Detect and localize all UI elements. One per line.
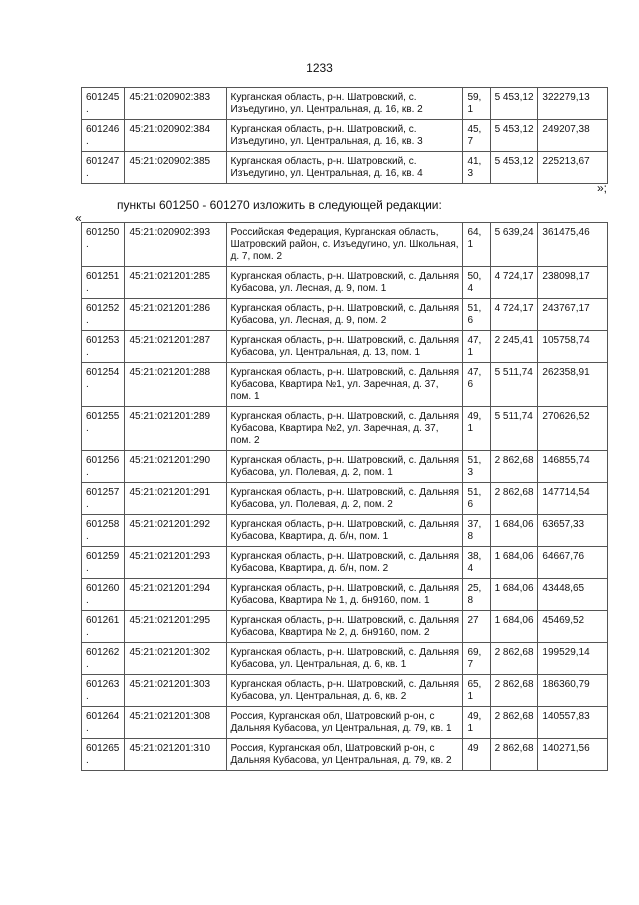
address-cell: Курганская область, р-н. Шатровский, с. Дальняя Кубасова, Квартира № 2, д. бн9160, пом. 2 xyxy=(226,611,463,643)
total-value-cell: 249207,38 xyxy=(538,120,608,152)
row-number-cell: 601259. xyxy=(82,547,125,579)
cadastral-number-cell: 45:21:020902:383 xyxy=(125,88,226,120)
total-value-cell: 45469,52 xyxy=(538,611,608,643)
cadastral-number-cell: 45:21:021201:289 xyxy=(125,407,226,451)
total-value-cell: 199529,14 xyxy=(538,643,608,675)
address-cell: Курганская область, р-н. Шатровский, с. Дальняя Кубасова, Квартира, д. б/н, пом. 1 xyxy=(226,515,463,547)
unit-price-cell: 5 639,24 xyxy=(490,223,538,267)
table-row xyxy=(82,515,608,547)
address-cell: Курганская область, р-н. Шатровский, с. Дальняя Кубасова, Квартира №2, ул. Заречная, д. 37, пом. 2 xyxy=(226,407,463,451)
area-cell: 69,7 xyxy=(463,643,490,675)
row-number-cell: 601265. xyxy=(82,739,125,771)
total-value-cell: 186360,79 xyxy=(538,675,608,707)
address-cell: Россия, Курганская обл, Шатровский р-он, с Дальняя Кубасова, ул Центральная, д. 79, кв. 1 xyxy=(226,707,463,739)
unit-price-cell: 2 862,68 xyxy=(490,643,538,675)
row-number-cell: 601262. xyxy=(82,643,125,675)
table-row xyxy=(82,675,608,707)
unit-price-cell: 2 862,68 xyxy=(490,675,538,707)
total-value-cell: 140557,83 xyxy=(538,707,608,739)
address-cell: Курганская область, р-н. Шатровский, с. Дальняя Кубасова, Квартира №1, ул. Заречная, д. 37, пом. 1 xyxy=(226,363,463,407)
total-value-cell: 105758,74 xyxy=(538,331,608,363)
row-number-cell: 601254. xyxy=(82,363,125,407)
cadastral-number-cell: 45:21:021201:287 xyxy=(125,331,226,363)
registry-table-previous-body xyxy=(82,88,608,184)
cadastral-number-cell: 45:21:021201:286 xyxy=(125,299,226,331)
unit-price-cell: 2 862,68 xyxy=(490,707,538,739)
cadastral-number-cell: 45:21:021201:285 xyxy=(125,267,226,299)
total-value-cell: 147714,54 xyxy=(538,483,608,515)
table-row xyxy=(82,299,608,331)
row-number-cell: 601255. xyxy=(82,407,125,451)
row-number-cell: 601258. xyxy=(82,515,125,547)
table-row xyxy=(82,579,608,611)
table-row xyxy=(82,331,608,363)
total-value-cell: 140271,56 xyxy=(538,739,608,771)
unit-price-cell: 5 453,12 xyxy=(490,88,538,120)
address-cell: Российская Федерация, Курганская область, Шатровский район, с. Изъедугино, ул. Школьная, д. 7, пом. 2 xyxy=(226,223,463,267)
cadastral-number-cell: 45:21:021201:291 xyxy=(125,483,226,515)
cadastral-number-cell: 45:21:020902:384 xyxy=(125,120,226,152)
row-number-cell: 601257. xyxy=(82,483,125,515)
address-cell: Курганская область, р-н. Шатровский, с. Дальняя Кубасова, ул. Лесная, д. 9, пом. 2 xyxy=(226,299,463,331)
address-cell: Курганская область, р-н. Шатровский, с. Дальняя Кубасова, ул. Центральная, д. 6, кв. 1 xyxy=(226,643,463,675)
unit-price-cell: 2 862,68 xyxy=(490,483,538,515)
cadastral-number-cell: 45:21:021201:290 xyxy=(125,451,226,483)
table-row xyxy=(82,739,608,771)
unit-price-cell: 5 453,12 xyxy=(490,120,538,152)
address-cell: Курганская область, р-н. Шатровский, с. Дальняя Кубасова, ул. Лесная, д. 9, пом. 1 xyxy=(226,267,463,299)
unit-price-cell: 1 684,06 xyxy=(490,579,538,611)
area-cell: 49,1 xyxy=(463,407,490,451)
cadastral-number-cell: 45:21:021201:293 xyxy=(125,547,226,579)
row-number-cell: 601252. xyxy=(82,299,125,331)
total-value-cell: 238098,17 xyxy=(538,267,608,299)
unit-price-cell: 4 724,17 xyxy=(490,299,538,331)
registry-table-amended-body xyxy=(82,223,608,771)
unit-price-cell: 1 684,06 xyxy=(490,611,538,643)
table-row xyxy=(82,451,608,483)
area-cell: 38,4 xyxy=(463,547,490,579)
row-number-cell: 601246. xyxy=(82,120,125,152)
cadastral-number-cell: 45:21:020902:393 xyxy=(125,223,226,267)
unit-price-cell: 5 511,74 xyxy=(490,407,538,451)
table-row xyxy=(82,267,608,299)
table-row xyxy=(82,643,608,675)
table-row xyxy=(82,152,608,184)
table-row xyxy=(82,120,608,152)
total-value-cell: 361475,46 xyxy=(538,223,608,267)
table-row xyxy=(82,363,608,407)
address-cell: Курганская область, р-н. Шатровский, с. Дальняя Кубасова, ул. Центральная, д. 13, пом. 1 xyxy=(226,331,463,363)
address-cell: Курганская область, р-н. Шатровский, с. Дальняя Кубасова, Квартира, д. б/н, пом. 2 xyxy=(226,547,463,579)
row-number-cell: 601260. xyxy=(82,579,125,611)
cadastral-number-cell: 45:21:021201:288 xyxy=(125,363,226,407)
area-cell: 41,3 xyxy=(463,152,490,184)
cadastral-number-cell: 45:21:021201:294 xyxy=(125,579,226,611)
cadastral-number-cell: 45:21:021201:292 xyxy=(125,515,226,547)
total-value-cell: 243767,17 xyxy=(538,299,608,331)
total-value-cell: 43448,65 xyxy=(538,579,608,611)
page-number: 1233 xyxy=(306,61,333,75)
row-number-cell: 601263. xyxy=(82,675,125,707)
cadastral-number-cell: 45:21:021201:310 xyxy=(125,739,226,771)
table-row xyxy=(82,547,608,579)
area-cell: 47,6 xyxy=(463,363,490,407)
total-value-cell: 146855,74 xyxy=(538,451,608,483)
total-value-cell: 262358,91 xyxy=(538,363,608,407)
cadastral-number-cell: 45:21:020902:385 xyxy=(125,152,226,184)
unit-price-cell: 2 862,68 xyxy=(490,739,538,771)
unit-price-cell: 2 862,68 xyxy=(490,451,538,483)
area-cell: 37,8 xyxy=(463,515,490,547)
total-value-cell: 270626,52 xyxy=(538,407,608,451)
row-number-cell: 601256. xyxy=(82,451,125,483)
row-number-cell: 601264. xyxy=(82,707,125,739)
cadastral-number-cell: 45:21:021201:302 xyxy=(125,643,226,675)
closing-quote: »; xyxy=(596,181,607,195)
area-cell: 25,8 xyxy=(463,579,490,611)
address-cell: Россия, Курганская обл, Шатровский р-он, с Дальняя Кубасова, ул Центральная, д. 79, кв. 2 xyxy=(226,739,463,771)
unit-price-cell: 1 684,06 xyxy=(490,547,538,579)
cadastral-number-cell: 45:21:021201:303 xyxy=(125,675,226,707)
address-cell: Курганская область, р-н. Шатровский, с. Дальняя Кубасова, ул. Полевая, д. 2, пом. 2 xyxy=(226,483,463,515)
unit-price-cell: 5 453,12 xyxy=(490,152,538,184)
area-cell: 51,6 xyxy=(463,299,490,331)
row-number-cell: 601261. xyxy=(82,611,125,643)
row-number-cell: 601247. xyxy=(82,152,125,184)
row-number-cell: 601251. xyxy=(82,267,125,299)
table-row xyxy=(82,483,608,515)
address-cell: Курганская область, р-н. Шатровский, с. Изъедугино, ул. Центральная, д. 16, кв. 3 xyxy=(226,120,463,152)
cadastral-number-cell: 45:21:021201:308 xyxy=(125,707,226,739)
opening-quote: « xyxy=(75,211,82,225)
row-number-cell: 601245. xyxy=(82,88,125,120)
area-cell: 59,1 xyxy=(463,88,490,120)
area-cell: 50,4 xyxy=(463,267,490,299)
registry-table-previous xyxy=(81,87,608,184)
area-cell: 51,3 xyxy=(463,451,490,483)
table-row xyxy=(82,88,608,120)
area-cell: 47,1 xyxy=(463,331,490,363)
total-value-cell: 225213,67 xyxy=(538,152,608,184)
cadastral-number-cell: 45:21:021201:295 xyxy=(125,611,226,643)
row-number-cell: 601253. xyxy=(82,331,125,363)
table-row xyxy=(82,223,608,267)
area-cell: 45,7 xyxy=(463,120,490,152)
address-cell: Курганская область, р-н. Шатровский, с. Дальняя Кубасова, Квартира № 1, д. бн9160, пом. 1 xyxy=(226,579,463,611)
unit-price-cell: 5 511,74 xyxy=(490,363,538,407)
table-row xyxy=(82,407,608,451)
amendment-instruction: пункты 601250 - 601270 изложить в следующей редакции: xyxy=(117,198,442,212)
area-cell: 27 xyxy=(463,611,490,643)
table-row xyxy=(82,707,608,739)
row-number-cell: 601250. xyxy=(82,223,125,267)
address-cell: Курганская область, р-н. Шатровский, с. Дальняя Кубасова, ул. Полевая, д. 2, пом. 1 xyxy=(226,451,463,483)
unit-price-cell: 2 245,41 xyxy=(490,331,538,363)
address-cell: Курганская область, р-н. Шатровский, с. Изъедугино, ул. Центральная, д. 16, кв. 2 xyxy=(226,88,463,120)
address-cell: Курганская область, р-н. Шатровский, с. Изъедугино, ул. Центральная, д. 16, кв. 4 xyxy=(226,152,463,184)
area-cell: 64,1 xyxy=(463,223,490,267)
unit-price-cell: 4 724,17 xyxy=(490,267,538,299)
unit-price-cell: 1 684,06 xyxy=(490,515,538,547)
area-cell: 49,1 xyxy=(463,707,490,739)
area-cell: 49 xyxy=(463,739,490,771)
total-value-cell: 63657,33 xyxy=(538,515,608,547)
area-cell: 51,6 xyxy=(463,483,490,515)
total-value-cell: 64667,76 xyxy=(538,547,608,579)
table-row xyxy=(82,611,608,643)
registry-table-amended xyxy=(81,222,608,771)
total-value-cell: 322279,13 xyxy=(538,88,608,120)
address-cell: Курганская область, р-н. Шатровский, с. Дальняя Кубасова, ул. Центральная, д. 6, кв. 2 xyxy=(226,675,463,707)
area-cell: 65,1 xyxy=(463,675,490,707)
